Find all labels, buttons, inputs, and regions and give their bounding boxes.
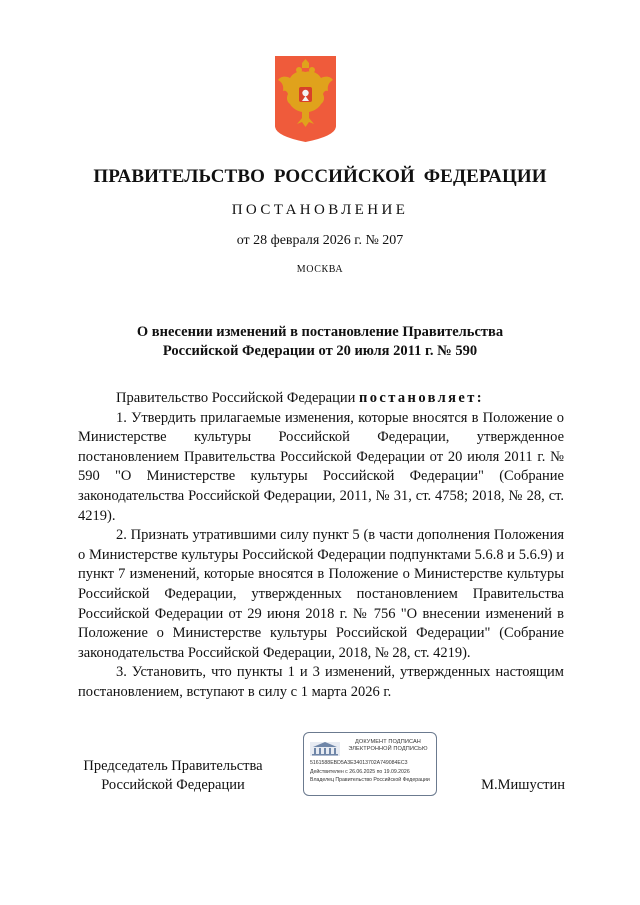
government-building-icon [309, 739, 341, 757]
document-type: ПОСТАНОВЛЕНИЕ [231, 202, 409, 218]
intro-resolves: постановляет: [358, 390, 485, 406]
electronic-signature-stamp [303, 732, 437, 796]
document-date-number: от 28 февраля 2026 г. № 207 [236, 233, 404, 248]
body-item-2: 2. Признать утратившими силу пункт 5 (в части дополнения Положения о Министерстве культуры Российской Федерации подпунктами 5.6.8 и 5.6.9) и пункт 7 изменений, которые вносятся в Положение о Министерстве культуры Российской Федерации, утвержденных постановлением Правительства Российской Федерации от 29 июня 2018 г. № 756 "О внесении изменений в Положение о Министерстве культуры Российской Федерации" (Собрание законодательства Российской Федерации, 2018, № 28, ст. 4219). [78, 527, 564, 661]
signer-title-line-2: Российской Федерации [101, 777, 245, 793]
document-city: МОСКВА [296, 264, 344, 275]
body-item-3: 3. Установить, что пункты 1 и 3 изменений, утвержденных настоящим постановлением, вступают в силу с 1 марта 2026 г. [78, 664, 564, 700]
stamp-owner: Владелец Правительство Российской Федерации [310, 777, 430, 783]
subject-line-2: Российской Федерации от 20 июля 2011 г. № 590 [162, 343, 478, 359]
stamp-certificate: 5161588EBD5A3E34013702A749084EC3 [310, 760, 408, 766]
coat-of-arms-icon [275, 56, 336, 142]
stamp-validity: Действителен с 26.06.2025 по 19.09.2026 [310, 769, 410, 775]
stamp-heading-line-2: ЭЛЕКТРОННОЙ ПОДПИСЬЮ [348, 746, 428, 752]
document-body [78, 389, 564, 703]
document-subject [100, 323, 540, 361]
stamp-heading [342, 739, 434, 753]
subject-line-1: О внесении изменений в постановление Правительства [136, 324, 504, 340]
body-item-1: 1. Утвердить прилагаемые изменения, которые вносятся в Положение о Министерстве культуры Российской Федерации, утвержденное постановлением Правительства Российской Федерации от 20 июля 2011 г. № 590 "О Министерстве культуры Российской Федерации" (Собрание законодательства Российской Федерации, 2011, № 31, ст. 4758; 2018, № 28, ст. 4219). [78, 409, 564, 524]
stamp-heading-line-1: ДОКУМЕНТ ПОДПИСАН [355, 739, 421, 745]
signer-name: М.Мишустин [481, 777, 565, 793]
signer-title [78, 757, 268, 795]
body-intro [78, 389, 564, 409]
intro-text: Правительство Российской Федерации [116, 390, 359, 406]
signer-title-line-1: Председатель Правительства [83, 758, 263, 774]
government-title: ПРАВИТЕЛЬСТВО РОССИЙСКОЙ ФЕДЕРАЦИИ [93, 166, 547, 187]
